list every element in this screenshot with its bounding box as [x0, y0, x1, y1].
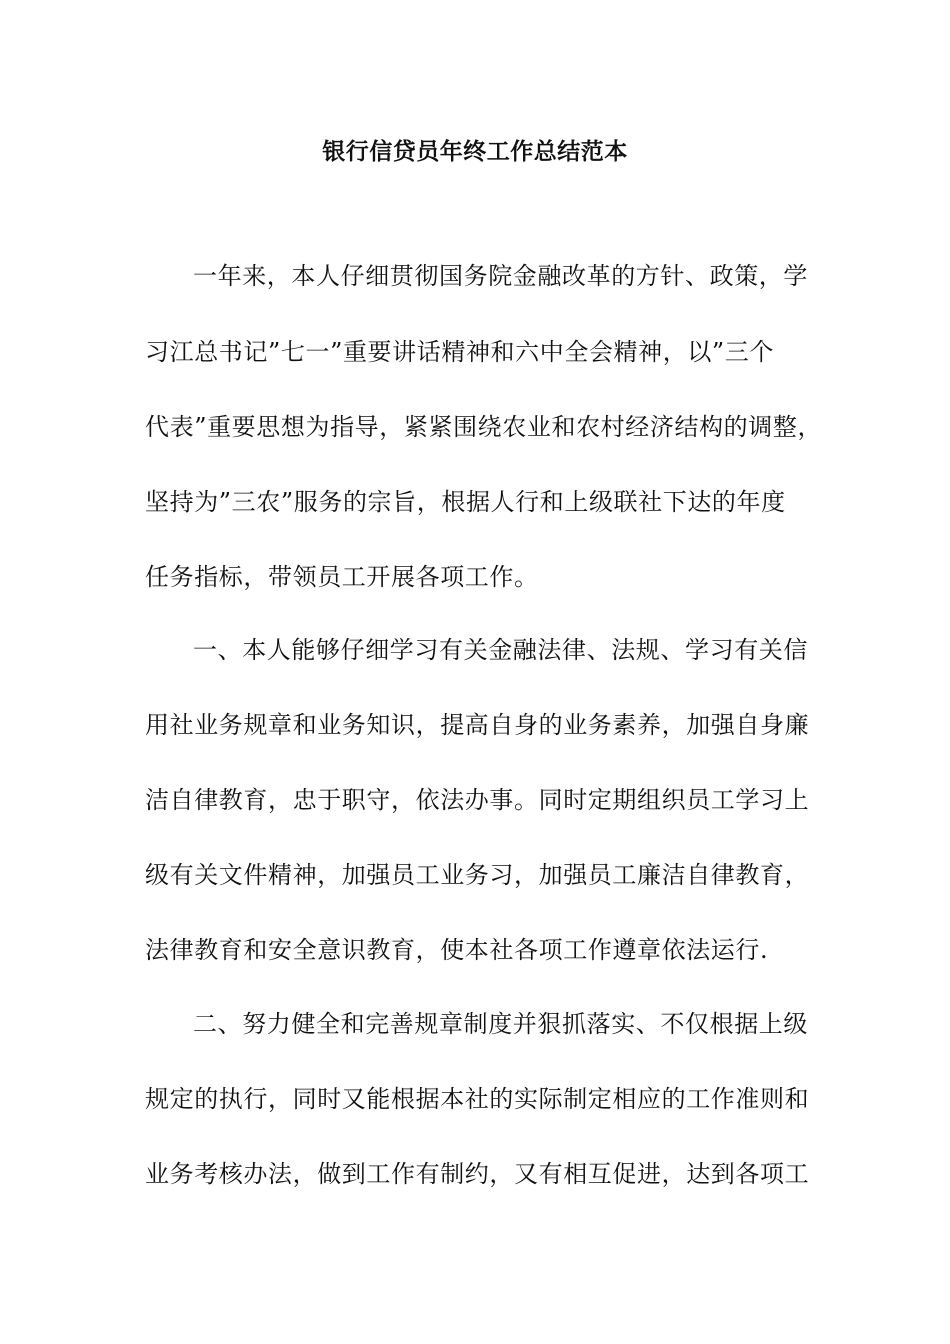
- paragraph-line: 坚持为”三农”服务的宗旨，根据人行和上级联社下达的年度: [145, 488, 786, 516]
- paragraph-line: 用社业务规章和业务知识，提高自身的业务素养，加强自身廉: [145, 711, 810, 739]
- paragraph-line: 代表”重要思想为指导，紧紧围绕农业和农村经济结构的调整，: [145, 413, 823, 441]
- paragraph-line: 业务考核办法，做到工作有制约，又有相互促进，达到各项工: [145, 1160, 810, 1188]
- paragraph-line: 一、本人能够仔细学习有关金融法律、法规、学习有关信: [193, 636, 808, 664]
- paragraph-line: 级有关文件精神，加强员工业务习，加强员工廉洁自律教育，: [145, 861, 810, 889]
- paragraph-line: 任务指标，带领员工开展各项工作。: [145, 563, 539, 591]
- paragraph-line: 二、努力健全和完善规章制度并狠抓落实、不仅根据上级: [193, 1010, 808, 1038]
- paragraph-line: 规定的执行，同时又能根据本社的实际制定相应的工作准则和: [145, 1085, 810, 1113]
- paragraph-line: 洁自律教育，忠于职守，依法办事。同时定期组织员工学习上: [145, 786, 810, 814]
- paragraph-line: 习江总书记”七一”重要讲话精神和六中全会精神，以”三个: [145, 338, 775, 366]
- paragraph-line: 一年来，本人仔细贯彻国务院金融改革的方针、政策，学: [193, 262, 808, 290]
- document-title: 银行信贷员年终工作总结范本: [322, 139, 628, 165]
- paragraph-line: 法律教育和安全意识教育，使本社各项工作遵章依法运行.: [145, 936, 769, 964]
